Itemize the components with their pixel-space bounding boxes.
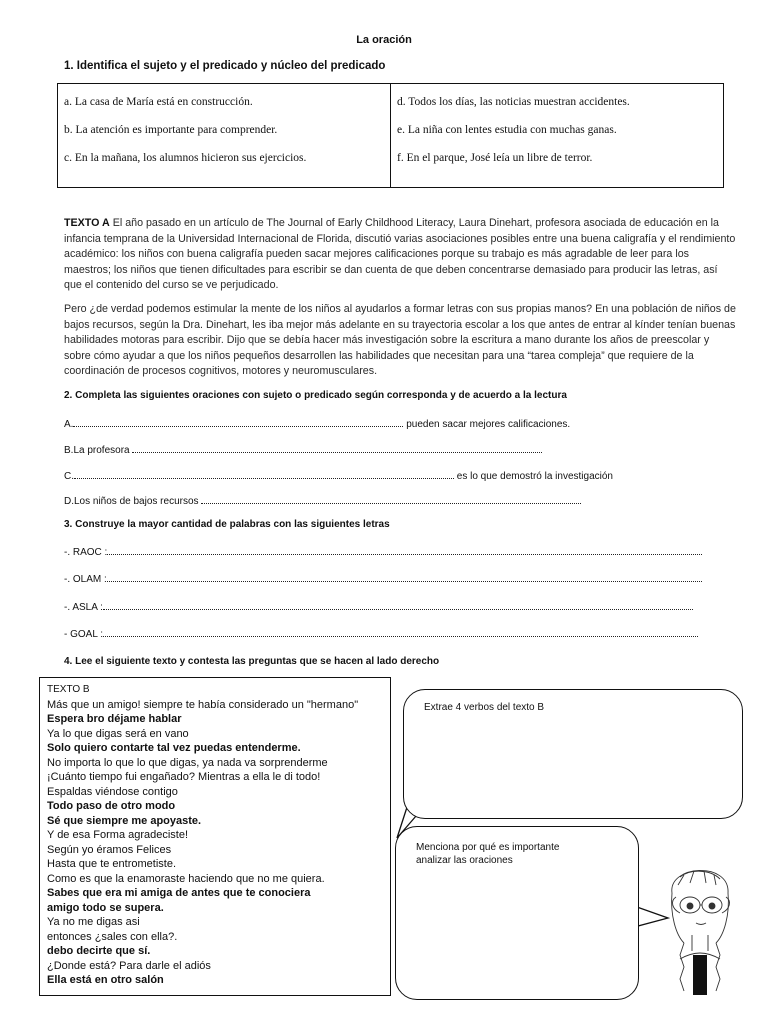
texto-b-line: Ya no me digas asi	[47, 916, 140, 928]
letters-row-asla: -. ASLA :	[64, 600, 693, 613]
sentence-a: a. La casa de María está en construcción.	[64, 96, 253, 108]
texto-b-line: amigo todo se supera.	[47, 901, 164, 914]
texto-b-label: TEXTO B	[47, 684, 90, 695]
fill-line-c: C. es lo que demostró la investigación	[64, 471, 613, 482]
texto-b-line: Sabes que era mi amiga de antes que te conociera	[47, 887, 311, 899]
texto-a-label: TEXTO A	[64, 217, 110, 229]
letters-row-raoc: -. RAOC :	[64, 545, 702, 558]
fill-line-a: A. pueden sacar mejores calificaciones.	[64, 419, 571, 430]
blank-d[interactable]	[201, 494, 581, 504]
page-title: La oración	[356, 34, 412, 46]
sentences-table	[57, 83, 724, 188]
texto-b-line: Más que un amigo! siempre te había considerado un "hermano"	[47, 698, 359, 711]
texto-b-line: Espera bro déjame hablar	[47, 713, 182, 725]
bubble-2-tail-mask	[620, 900, 626, 930]
question-3-heading: 3. Construye la mayor cantidad de palabras con las siguientes letras	[64, 519, 390, 530]
texto-b-line: debo decirte que sí.	[47, 945, 151, 957]
texto-b-line: Sé que siempre me apoyaste.	[47, 814, 202, 827]
blank-asla[interactable]	[103, 600, 693, 610]
texto-b-box	[39, 677, 391, 996]
texto-a-paragraph-1	[64, 216, 736, 294]
sentence-d: d. Todos los días, las noticias muestran accidentes.	[397, 96, 630, 108]
texto-b-line: ¡Cuánto tiempo fui engañado? Mientras a ella le di todo!	[47, 771, 321, 783]
texto-b-line: ¿Donde está? Para darle el adiós	[47, 959, 211, 972]
letters-row-goal: - GOAL :	[64, 627, 698, 640]
texto-b-line: Hasta que te entrometiste.	[47, 858, 177, 870]
texto-b-line: Como es que la enamoraste haciendo que no me quiera.	[47, 872, 325, 885]
blank-goal[interactable]	[103, 627, 698, 637]
sentence-b: b. La atención es importante para comprender.	[64, 124, 278, 136]
texto-b-line: Solo quiero contarte tal vez puedas entenderme.	[47, 742, 301, 754]
texto-b-line: Ella está en otro salón	[47, 974, 164, 986]
fill-line-d: D.Los niños de bajos recursos	[64, 494, 581, 507]
question-2-heading: 2. Completa las siguientes oraciones con sujeto o predicado según corresponda y de acuerdo a la lectura	[64, 390, 567, 401]
letters-row-olam: -. OLAM :	[64, 572, 702, 585]
texto-b-line: Espaldas viéndose contigo	[47, 785, 178, 798]
blank-a[interactable]	[73, 417, 403, 427]
texto-b-line: No importa lo que lo que digas, ya nada va sorprenderme	[47, 756, 328, 769]
verbs-prompt: Extrae 4 verbos del texto B	[424, 702, 545, 713]
blank-c[interactable]	[74, 469, 454, 479]
blank-b[interactable]	[132, 443, 542, 453]
analyze-prompt-line-1: Menciona por qué es importante	[416, 842, 560, 853]
sentence-f: f. En el parque, José leía un libre de terror.	[397, 152, 593, 164]
texto-b-line: Ya lo que digas será en vano	[47, 727, 189, 740]
analyze-prompt-line-2: analizar las oraciones	[416, 855, 513, 866]
question-4-heading: 4. Lee el siguiente texto y contesta las preguntas que se hacen al lado derecho	[64, 656, 440, 667]
analyze-speech-bubble[interactable]	[395, 826, 639, 1000]
texto-b-line: Todo paso de otro modo	[47, 800, 176, 812]
sentence-e: e. La niña con lentes estudia con muchas ganas.	[397, 124, 617, 136]
verbs-speech-bubble[interactable]	[403, 689, 743, 819]
texto-b-line: Y de esa Forma agradeciste!	[47, 829, 189, 841]
fill-line-b: B.La profesora	[64, 443, 542, 456]
texto-b-line: Según yo éramos Felices	[47, 843, 172, 856]
question-1-heading: 1. Identifica el sujeto y el predicado y núcleo del predicado	[64, 60, 386, 72]
sentences-left-column	[58, 84, 390, 187]
blank-raoc[interactable]	[107, 545, 702, 555]
sentences-right-column	[390, 84, 723, 187]
girl-with-glasses-illustration	[650, 855, 750, 995]
sentence-c: c. En la mañana, los alumnos hicieron sus ejercicios.	[64, 152, 307, 164]
texto-b-line: entonces ¿sales con ella?.	[47, 930, 178, 943]
texto-a-p1: El año pasado en un artículo de The Journal of Early Childhood Literacy, Laura Dinehart, profesora asociada de educación en la infancia temprana de la Universidad Internacional de Florida, discutió varias asociaciones posibles entre una buena caligrafía y el rendimiento académico: los niños con buena caligrafía pueden sacar mejores calificaciones porque su trabajo es más agradable de leer para los maestros; los niños que tienen dificultades para escribir se dan cuenta de que deben concentrarse demasiado para producir las letras, así que el contenido del curso se ve perjudicado.	[64, 217, 736, 291]
blank-olam[interactable]	[107, 572, 702, 582]
texto-a-paragraph-2: Pero ¿de verdad podemos estimular la mente de los niños al ayudarlos a formar letras con sus propias manos? En una población de niños de bajos recursos, según la Dra. Dinehart, les iba mejor más adelante en su trayectoria escolar a los que antes de entrar al kínder tenían buenas habilidades motoras para escribir. Dijo que se debía hacer más investigación sobre la escritura a mano durante los años de preescolar y sobre cómo ayudar a que los niños pequeños desarrollen las habilidades que necesitan para una “tarea compleja” que requiere de la coordinación de procesos cognitivos, motores y neuromusculares.	[64, 303, 736, 377]
